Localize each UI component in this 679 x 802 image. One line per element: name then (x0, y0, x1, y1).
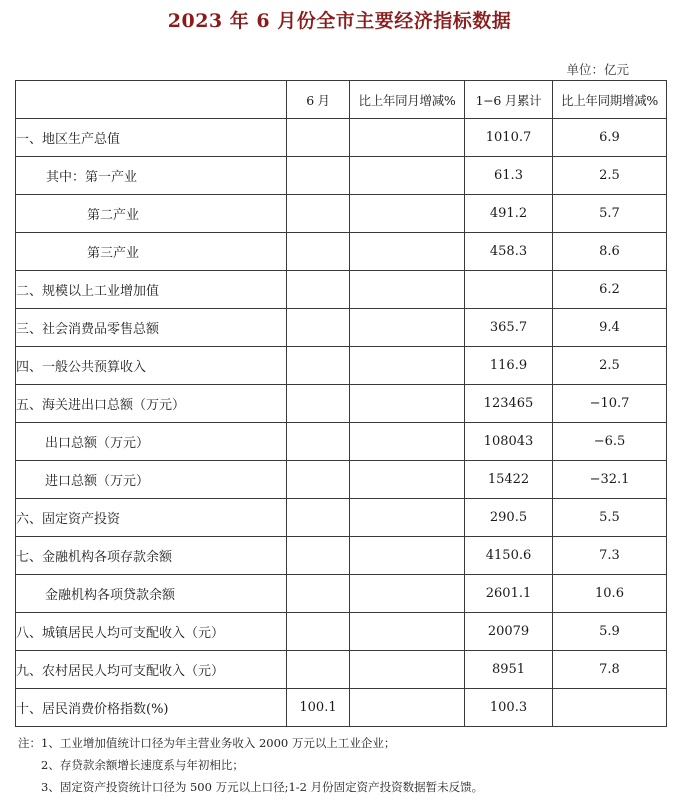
cell-cumulative-change: −32.1 (553, 461, 667, 499)
cell-cumulative: 4150.6 (465, 537, 553, 575)
cell-cumulative-change: 6.2 (553, 271, 667, 309)
header-month-change: 比上年同月增减% (350, 81, 465, 119)
row-label: 第二产业 (16, 195, 287, 233)
cell-cumulative-change: 5.7 (553, 195, 667, 233)
cell-month (287, 461, 350, 499)
cell-cumulative (465, 271, 553, 309)
cell-month-change (350, 461, 465, 499)
row-label: 出口总额（万元） (16, 423, 287, 461)
table-body (16, 119, 667, 727)
cell-cumulative-change: 9.4 (553, 309, 667, 347)
table-row (16, 385, 667, 423)
cell-month-change (350, 309, 465, 347)
cell-month (287, 119, 350, 157)
indicator-table (15, 80, 667, 727)
cell-month (287, 233, 350, 271)
cell-cumulative: 116.9 (465, 347, 553, 385)
cell-month-change (350, 651, 465, 689)
row-label: 十、居民消费价格指数(%) (16, 689, 287, 727)
table-row (16, 499, 667, 537)
row-label: 九、农村居民人均可支配收入（元） (16, 651, 287, 689)
cell-month (287, 271, 350, 309)
cell-month (287, 613, 350, 651)
cell-month (287, 575, 350, 613)
header-cumulative-change: 比上年同期增减% (553, 81, 667, 119)
cell-cumulative: 15422 (465, 461, 553, 499)
cell-month: 100.1 (287, 689, 350, 727)
footnote-3: 3、固定资产投资统计口径为 500 万元以上口径;1-2 月份固定资产投资数据暂未反馈。 (41, 780, 484, 794)
cell-month (287, 347, 350, 385)
cell-month-change (350, 157, 465, 195)
cell-month-change (350, 233, 465, 271)
cell-month-change (350, 689, 465, 727)
cell-month-change (350, 575, 465, 613)
table-row (16, 347, 667, 385)
table-row (16, 423, 667, 461)
cell-cumulative: 20079 (465, 613, 553, 651)
table-row (16, 613, 667, 651)
cell-month (287, 195, 350, 233)
cell-cumulative-change: 5.9 (553, 613, 667, 651)
cell-cumulative: 491.2 (465, 195, 553, 233)
page-title: 2023 年 6 月份全市主要经济指标数据 (167, 10, 512, 32)
table-row (16, 537, 667, 575)
cell-month-change (350, 119, 465, 157)
cell-cumulative-change: 2.5 (553, 157, 667, 195)
cell-month (287, 499, 350, 537)
table-row (16, 461, 667, 499)
table-row (16, 271, 667, 309)
row-label: 八、城镇居民人均可支配收入（元） (16, 613, 287, 651)
cell-cumulative-change: 7.3 (553, 537, 667, 575)
table-row (16, 157, 667, 195)
row-label: 金融机构各项贷款余额 (16, 575, 287, 613)
cell-cumulative-change (553, 689, 667, 727)
cell-cumulative: 61.3 (465, 157, 553, 195)
cell-cumulative-change: 6.9 (553, 119, 667, 157)
row-label: 七、金融机构各项存款余额 (16, 537, 287, 575)
cell-cumulative-change: 7.8 (553, 651, 667, 689)
row-label: 三、社会消费品零售总额 (16, 309, 287, 347)
cell-month-change (350, 499, 465, 537)
cell-cumulative-change: −10.7 (553, 385, 667, 423)
cell-cumulative: 100.3 (465, 689, 553, 727)
row-label: 其中：第一产业 (16, 157, 287, 195)
cell-cumulative: 8951 (465, 651, 553, 689)
cell-month-change (350, 423, 465, 461)
table-row (16, 119, 667, 157)
cell-cumulative: 365.7 (465, 309, 553, 347)
unit-label: 单位：亿元 (566, 62, 629, 77)
cell-month (287, 385, 350, 423)
cell-month (287, 537, 350, 575)
cell-cumulative: 1010.7 (465, 119, 553, 157)
row-label: 四、一般公共预算收入 (16, 347, 287, 385)
row-label: 二、规模以上工业增加值 (16, 271, 287, 309)
cell-month-change (350, 271, 465, 309)
row-label: 五、海关进出口总额（万元） (16, 385, 287, 423)
row-label: 六、固定资产投资 (16, 499, 287, 537)
header-indicator (16, 81, 287, 119)
header-month: 6 月 (287, 81, 350, 119)
cell-cumulative-change: −6.5 (553, 423, 667, 461)
row-label: 进口总额（万元） (16, 461, 287, 499)
table-row (16, 575, 667, 613)
cell-cumulative-change: 5.5 (553, 499, 667, 537)
cell-month-change (350, 195, 465, 233)
table-row (16, 233, 667, 271)
cell-month (287, 309, 350, 347)
cell-month (287, 157, 350, 195)
cell-month (287, 651, 350, 689)
table-row (16, 689, 667, 727)
cell-month-change (350, 347, 465, 385)
footnote-2: 2、存贷款余额增长速度系与年初相比； (41, 758, 244, 772)
cell-month (287, 423, 350, 461)
cell-cumulative: 123465 (465, 385, 553, 423)
cell-month-change (350, 613, 465, 651)
cell-cumulative: 108043 (465, 423, 553, 461)
table-row (16, 195, 667, 233)
cell-cumulative: 458.3 (465, 233, 553, 271)
table-row (16, 309, 667, 347)
cell-cumulative-change: 10.6 (553, 575, 667, 613)
footnote-1: 注：1、工业增加值统计口径为年主营业务收入 2000 万元以上工业企业； (18, 736, 396, 750)
cell-month-change (350, 385, 465, 423)
header-cumulative: 1−6 月累计 (465, 81, 553, 119)
cell-cumulative-change: 8.6 (553, 233, 667, 271)
cell-cumulative: 290.5 (465, 499, 553, 537)
footnotes (18, 732, 483, 798)
cell-cumulative: 2601.1 (465, 575, 553, 613)
table-row (16, 651, 667, 689)
cell-cumulative-change: 2.5 (553, 347, 667, 385)
row-label: 第三产业 (16, 233, 287, 271)
table-header-row (16, 81, 667, 119)
row-label: 一、地区生产总值 (16, 119, 287, 157)
cell-month-change (350, 537, 465, 575)
